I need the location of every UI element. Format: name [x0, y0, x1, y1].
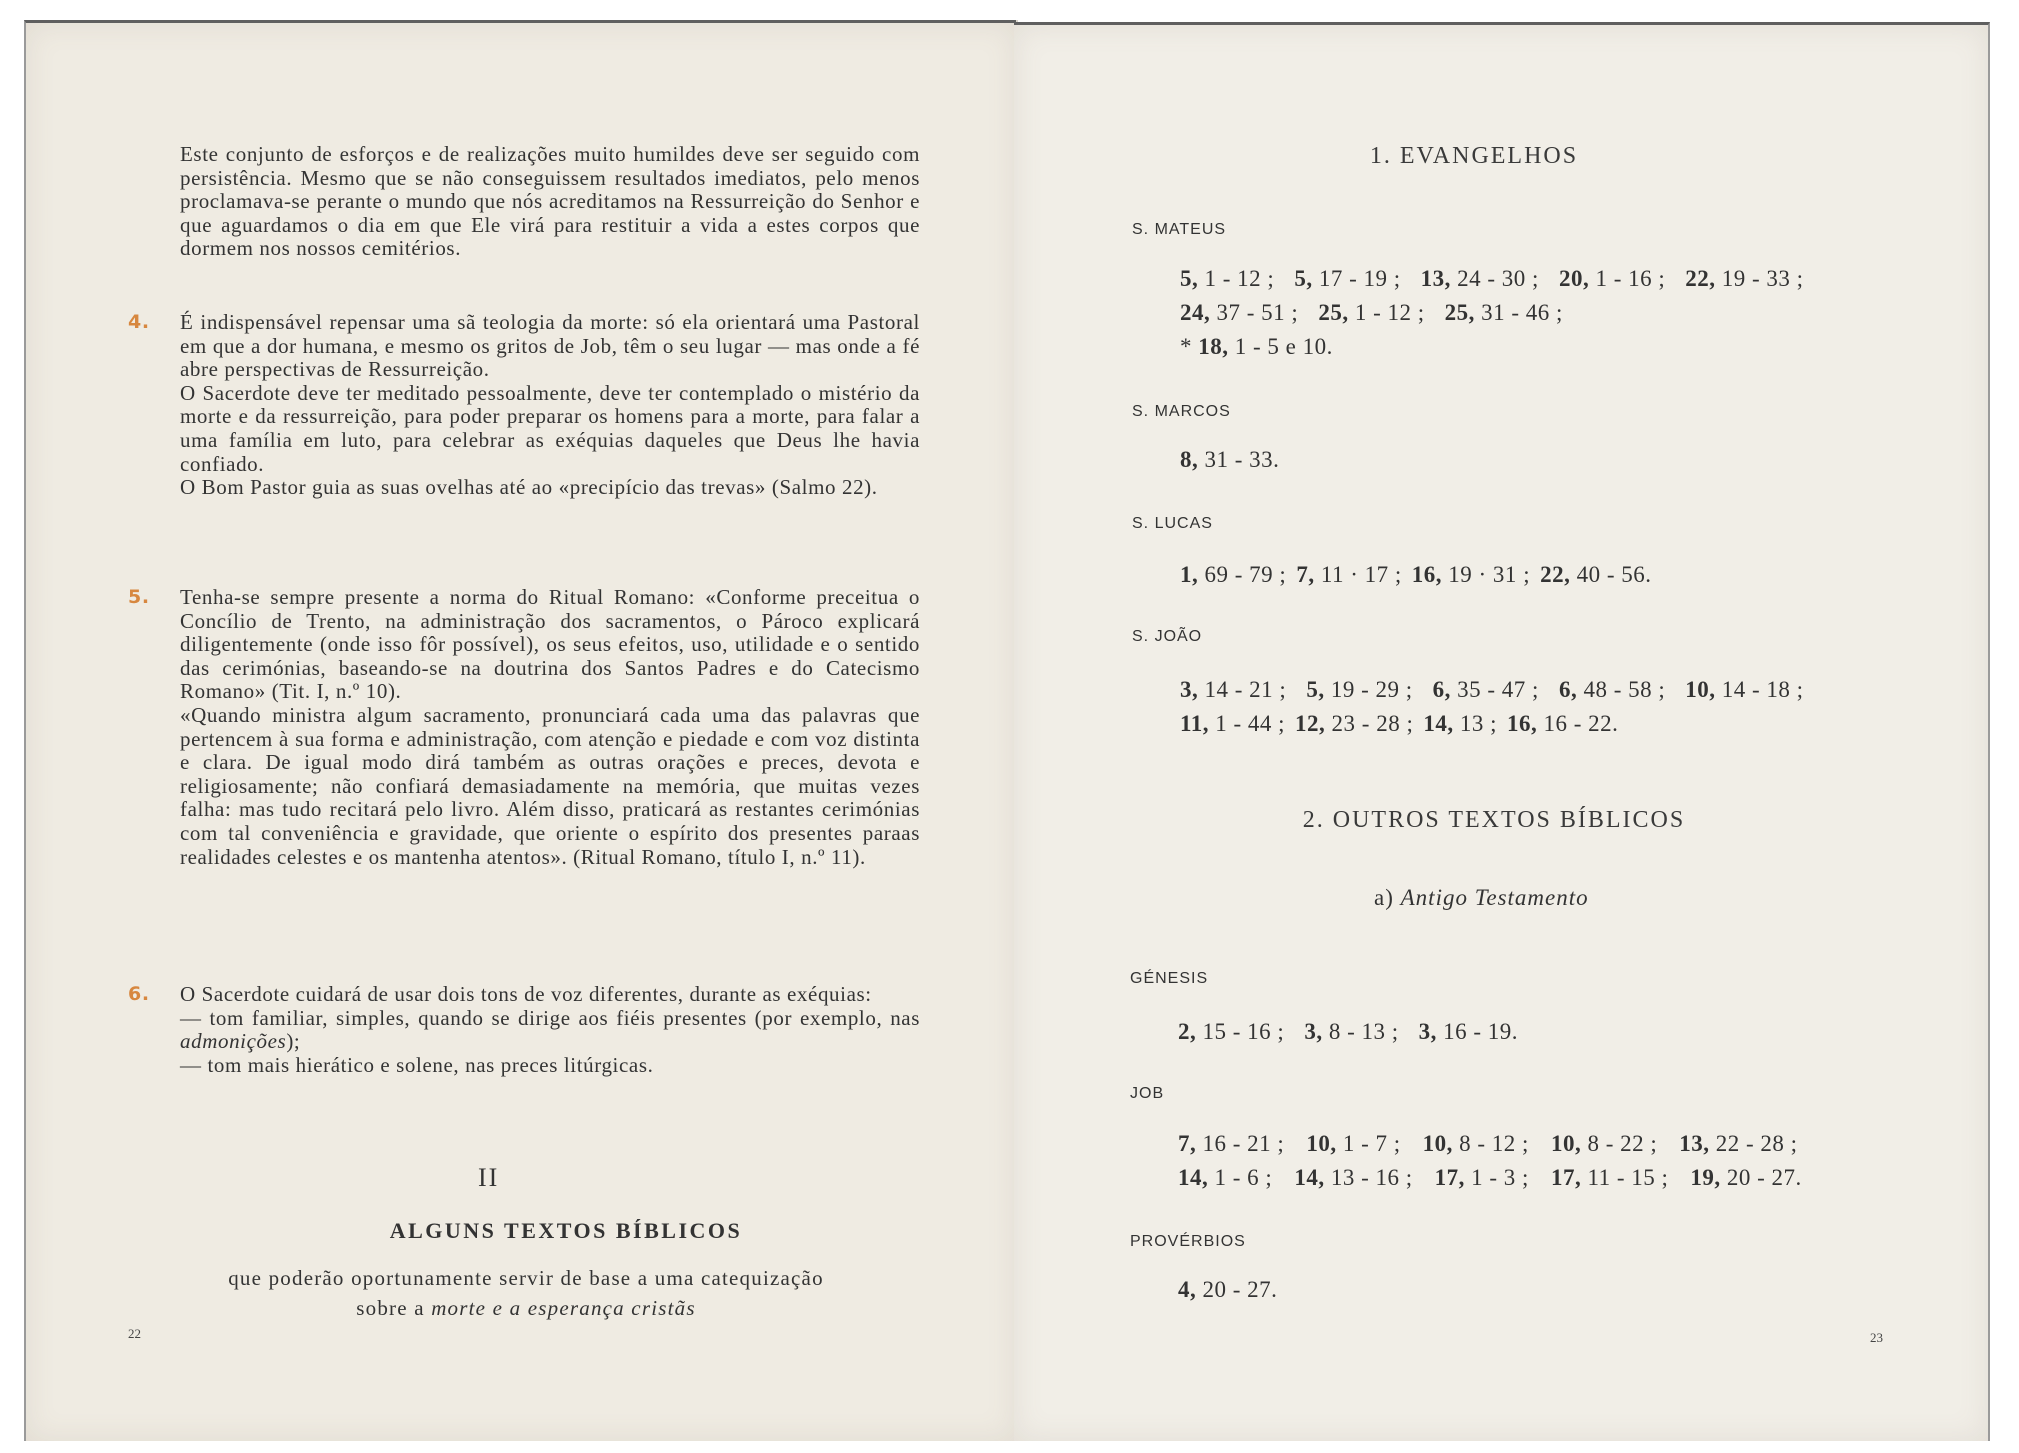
ref-separator: ;	[1273, 562, 1287, 587]
ref-chapter: 6,	[1432, 677, 1451, 702]
bible-reference	[1421, 266, 1526, 291]
refs-line	[1180, 443, 1279, 477]
ref-verses: 11 · 17	[1314, 562, 1389, 587]
bible-reference	[1178, 1019, 1271, 1044]
bible-reference	[1178, 1131, 1271, 1156]
section-subtitle-line	[126, 1293, 926, 1323]
ref-verses: 1 - 3	[1464, 1165, 1516, 1190]
ref-chapter: 5,	[1294, 266, 1313, 291]
ref-verses: 8 - 22	[1581, 1131, 1645, 1156]
ref-verses: 31 - 46	[1474, 300, 1550, 325]
refs-line	[1180, 330, 1824, 364]
ref-verses: 13	[1453, 711, 1484, 736]
item-number: 4.	[128, 311, 150, 333]
item-paragraph: O Sacerdote deve ter meditado pessoalmente, deve ter contemplado o mistério da morte e da ressurreição, para poder preparar os homens para a morte, para falar a uma família em luto, para celebrar as exéquias daqueles que Deus lhe havia confiado.	[180, 380, 920, 476]
ref-verses: 69 - 79	[1198, 562, 1274, 587]
ref-chapter: 14,	[1423, 711, 1454, 736]
section-subtitle	[126, 1263, 926, 1323]
ref-chapter: 13,	[1679, 1131, 1710, 1156]
refs-line	[1180, 707, 1824, 741]
ref-separator: ;	[1525, 266, 1539, 291]
ref-verses: 16 - 22.	[1537, 711, 1619, 736]
ref-separator: ;	[1261, 266, 1275, 291]
bible-reference	[1559, 677, 1652, 702]
ref-verses: 37 - 51	[1210, 300, 1286, 325]
item-paragraph: O Sacerdote cuidará de usar dois tons de voz diferentes, durante as exéquias:	[180, 982, 872, 1006]
ref-verses: 1 - 12	[1348, 300, 1412, 325]
ref-verses: 24 - 30	[1450, 266, 1526, 291]
section-roman-numeral: II	[478, 1163, 500, 1192]
ref-separator: ;	[1387, 1131, 1401, 1156]
ref-chapter: 18,	[1198, 334, 1229, 359]
ref-verses: 14 - 18	[1715, 677, 1791, 702]
refs-genesis	[1178, 1015, 1518, 1049]
bible-reference	[1551, 1165, 1655, 1190]
item-5	[128, 585, 920, 869]
item-paragraph	[180, 1007, 920, 1054]
ref-chapter: 13,	[1420, 266, 1451, 291]
ref-separator: ;	[1411, 300, 1425, 325]
ref-separator: ;	[1525, 677, 1539, 702]
heading-outros-textos: 2. OUTROS TEXTOS BÍBLICOS	[1302, 807, 1686, 833]
item-paragraph: Tenha-se sempre presente a norma do Ritual Romano: «Conforme preceitua o Concílio de Trento, na administração dos sacramentos, o Pároco explicará diligentemente (onde isso fôr possível), os seus efeitos, uso, utilidade e o sentido das cerimónias, baseando-se na doutrina dos Santos Padres e do Catecismo Romano» (Tit. I, n.º 10).	[180, 585, 920, 704]
ref-verses: 20 - 27.	[1202, 1277, 1278, 1302]
ref-verses: 11 - 15	[1581, 1165, 1656, 1190]
refs-line	[1178, 1273, 1277, 1307]
ref-verses: 1 - 12	[1198, 266, 1262, 291]
bible-reference	[1433, 677, 1526, 702]
ref-separator: ;	[1644, 1131, 1658, 1156]
ref-separator: ;	[1400, 711, 1414, 736]
bible-reference	[1178, 1165, 1259, 1190]
ref-verses: 8 - 12	[1452, 1131, 1516, 1156]
item-paragraph: É indispensável repensar uma sã teologia da morte: só ela orientará uma Pastoral em que a dor humana, e mesmo os gritos de Job, têm o seu lugar — mas onde a fé abre perspectivas de Ressurreição.	[180, 310, 920, 382]
ref-chapter: 4,	[1178, 1277, 1197, 1302]
bible-reference	[1306, 677, 1399, 702]
section-subtitle-text: sobre a	[356, 1296, 432, 1320]
ref-chapter: 22,	[1685, 266, 1716, 291]
ref-chapter: 19,	[1690, 1165, 1721, 1190]
ref-separator: ;	[1652, 677, 1666, 702]
ref-verses: 15 - 16	[1196, 1019, 1272, 1044]
item-paragraph: «Quando ministra algum sacramento, pronunciará cada uma das palavras que pertencem à sua forma e administração, com atenção e piedade e com voz distinta e clara. De igual modo dirá também as outras orações e preces, devota e religiosamente; não confiará demasiadamente na memória, que muitas vezes falha: mas tudo recitará pelo livro. Além disso, praticará as restantes cerimónias com tal conveniência e gravidade, que oriente o espírito dos presentes paraas realidades celestes e os mantenha atentos». (Ritual Romano, título I, n.º 11).	[180, 702, 920, 869]
ref-star: *	[1180, 334, 1192, 359]
book-label-marcos: S. MARCOS	[1132, 403, 1231, 420]
ref-chapter: 10,	[1422, 1131, 1453, 1156]
ref-chapter: 6,	[1558, 677, 1578, 702]
left-page	[24, 20, 1016, 1441]
bible-reference	[1559, 266, 1652, 291]
bible-reference	[1296, 562, 1388, 587]
bible-reference	[1295, 711, 1400, 736]
ref-chapter: 16,	[1507, 711, 1538, 736]
bible-reference	[1423, 1131, 1516, 1156]
item-number: 6.	[128, 983, 150, 1005]
bible-reference	[1540, 562, 1651, 587]
refs-line	[1178, 1015, 1518, 1049]
section-subtitle-italic: morte e a esperança cristãs	[431, 1296, 696, 1320]
item-italic-text: admonições	[180, 1029, 287, 1054]
ref-chapter: 25,	[1318, 300, 1349, 325]
bible-reference	[1685, 677, 1790, 702]
refs-proverbios	[1178, 1273, 1277, 1307]
ref-separator: ;	[1790, 677, 1804, 702]
ref-chapter: 25,	[1444, 300, 1475, 325]
ref-separator: ;	[1259, 1165, 1273, 1190]
ref-verses: 17 - 19	[1312, 266, 1388, 291]
item-6	[128, 982, 920, 1077]
bible-reference	[1294, 1165, 1399, 1190]
section-title: ALGUNS TEXTOS BÍBLICOS	[389, 1218, 743, 1243]
page-number: 22	[128, 1326, 141, 1341]
bible-reference	[1318, 300, 1411, 325]
ref-chapter: 17,	[1550, 1165, 1582, 1190]
item-4	[128, 310, 920, 500]
ref-verses: 19 - 29	[1324, 677, 1400, 702]
ref-chapter: 3,	[1304, 1019, 1323, 1044]
ref-verses: 14 - 21	[1198, 677, 1274, 702]
ref-chapter: 5,	[1306, 677, 1325, 702]
ref-separator: ;	[1271, 711, 1286, 736]
refs-lucas	[1180, 558, 1652, 592]
refs-line	[1180, 296, 1824, 330]
bible-reference	[1435, 1165, 1516, 1190]
bible-reference	[1445, 300, 1550, 325]
ref-separator: ;	[1655, 1165, 1669, 1190]
ref-chapter: 8,	[1180, 447, 1199, 472]
ref-separator: ;	[1273, 677, 1287, 702]
bible-reference	[1304, 1019, 1385, 1044]
bible-reference	[1685, 266, 1790, 291]
book-label-lucas: S. LUCAS	[1132, 515, 1213, 532]
page-number: 23	[1870, 1330, 1883, 1345]
ref-verses: 19 · 31	[1442, 562, 1517, 587]
ref-verses: 20 - 27.	[1720, 1165, 1802, 1190]
bible-reference	[1306, 1131, 1387, 1156]
ref-verses: 1 - 7	[1336, 1131, 1388, 1156]
ref-chapter: 22,	[1540, 562, 1571, 587]
ref-chapter: 17,	[1434, 1165, 1465, 1190]
ref-separator: ;	[1285, 300, 1299, 325]
ref-separator: ;	[1271, 1131, 1285, 1156]
ref-verses: 40 - 56.	[1570, 562, 1652, 587]
ref-verses: 19 - 33	[1715, 266, 1791, 291]
ref-chapter: 10,	[1685, 677, 1716, 702]
ref-chapter: 10,	[1550, 1131, 1582, 1156]
ref-separator: ;	[1652, 266, 1666, 291]
ref-verses: 1 - 5 e 10.	[1234, 334, 1333, 359]
refs-line	[1180, 558, 1652, 592]
bible-reference	[1551, 1131, 1644, 1156]
item-paragraph: — tom mais hierático e solene, nas preces litúrgicas.	[180, 1052, 654, 1077]
ref-chapter: 2,	[1178, 1019, 1197, 1044]
book-label-joao: S. JOÃO	[1132, 628, 1203, 645]
ref-verses: 1 - 44	[1208, 711, 1272, 736]
ref-separator: ;	[1399, 677, 1413, 702]
ref-chapter: 3,	[1418, 1019, 1437, 1044]
bible-reference	[1180, 677, 1273, 702]
bible-reference	[1412, 562, 1517, 587]
ref-chapter: 12,	[1295, 711, 1326, 736]
heading-evangelhos: 1. EVANGELHOS	[1369, 143, 1579, 169]
bible-reference	[1507, 711, 1618, 736]
bible-reference	[1180, 266, 1261, 291]
ref-verses: 31 - 33.	[1204, 447, 1280, 472]
book-label-proverbios: PROVÉRBIOS	[1130, 1233, 1246, 1250]
ref-verses: 16 - 19.	[1436, 1019, 1519, 1044]
ref-chapter: 16,	[1411, 562, 1443, 587]
refs-joao	[1180, 673, 1824, 741]
ref-verses: 35 - 47	[1450, 677, 1526, 702]
refs-line	[1178, 1127, 1820, 1161]
ref-verses: 22 - 28	[1709, 1131, 1785, 1156]
bible-reference	[1419, 1019, 1518, 1044]
ref-separator: ;	[1483, 711, 1497, 736]
ref-separator: ;	[1790, 266, 1804, 291]
refs-line	[1180, 673, 1824, 707]
ref-chapter: 20,	[1558, 266, 1590, 291]
ref-separator: ;	[1388, 562, 1402, 587]
ref-separator: ;	[1784, 1131, 1798, 1156]
testament-name: Antigo Testamento	[1400, 885, 1589, 910]
section-subtitle-line: que poderão oportunamente servir de base a uma catequização	[228, 1266, 824, 1290]
ref-separator: ;	[1515, 1131, 1529, 1156]
ref-chapter: 5,	[1180, 266, 1199, 291]
book-label-genesis: GÉNESIS	[1130, 970, 1209, 987]
bible-reference	[1679, 1131, 1784, 1156]
ref-separator: ;	[1385, 1019, 1399, 1044]
refs-line	[1178, 1161, 1820, 1195]
ref-verses: 16 - 21	[1196, 1131, 1272, 1156]
ref-separator: ;	[1387, 266, 1401, 291]
right-page	[1014, 22, 1990, 1441]
refs-line	[1180, 262, 1824, 296]
bible-reference	[1423, 711, 1484, 736]
ref-verses: 13 - 16	[1324, 1165, 1400, 1190]
refs-job	[1178, 1127, 1820, 1195]
book-label-mateus: S. MATEUS	[1132, 221, 1227, 238]
ref-verses: 8 - 13	[1322, 1019, 1386, 1044]
bible-reference	[1294, 266, 1387, 291]
ref-verses: 1 - 6	[1208, 1165, 1260, 1190]
ref-verses: 1 - 16	[1589, 266, 1653, 291]
testament-letter: a)	[1374, 885, 1394, 910]
bible-reference	[1180, 300, 1285, 325]
ref-chapter: 24,	[1180, 300, 1211, 325]
refs-mateus	[1180, 262, 1824, 364]
ref-separator: ;	[1516, 562, 1531, 587]
refs-marcos	[1180, 443, 1279, 477]
item-text: — tom familiar, simples, quando se dirige aos fiéis presentes (por exemplo, nas	[180, 1005, 920, 1030]
ref-verses: 23 - 28	[1325, 711, 1401, 736]
bible-reference	[1180, 711, 1272, 736]
item-text: );	[286, 1029, 301, 1054]
ref-chapter: 10,	[1306, 1131, 1337, 1156]
ref-verses: 48 - 58	[1577, 677, 1653, 702]
ref-chapter: 14,	[1178, 1165, 1209, 1190]
ref-chapter: 1,	[1180, 562, 1199, 587]
ref-chapter: 14,	[1294, 1165, 1325, 1190]
bible-reference	[1180, 562, 1273, 587]
ref-chapter: 3,	[1180, 677, 1199, 702]
bible-reference	[1690, 1165, 1801, 1190]
ref-separator: ;	[1399, 1165, 1413, 1190]
intro-text: Este conjunto de esforços e de realizações muito humildes deve ser seguido com persistência. Mesmo que se não conseguissem resultados imediatos, pelo menos proclamava-se perante o mundo que nós acreditamos na Ressurreição do Senhor e que aguardamos o dia em que Ele virá para restituir a vida a estes corpos que dormem nos nossos cemitérios.	[180, 142, 920, 261]
item-paragraph: O Bom Pastor guia as suas ovelhas até ao «precipício das trevas» (Salmo 22).	[180, 475, 878, 500]
ref-chapter: 7,	[1178, 1131, 1197, 1156]
ref-chapter: 7,	[1296, 562, 1315, 587]
ref-separator: ;	[1549, 300, 1563, 325]
ref-separator: ;	[1271, 1019, 1285, 1044]
item-number: 5.	[128, 586, 150, 608]
book-label-job: JOB	[1130, 1085, 1165, 1102]
intro-paragraph	[180, 143, 920, 261]
ref-separator: ;	[1515, 1165, 1529, 1190]
ref-chapter: 11,	[1180, 711, 1209, 736]
testament-label	[1374, 885, 1589, 911]
